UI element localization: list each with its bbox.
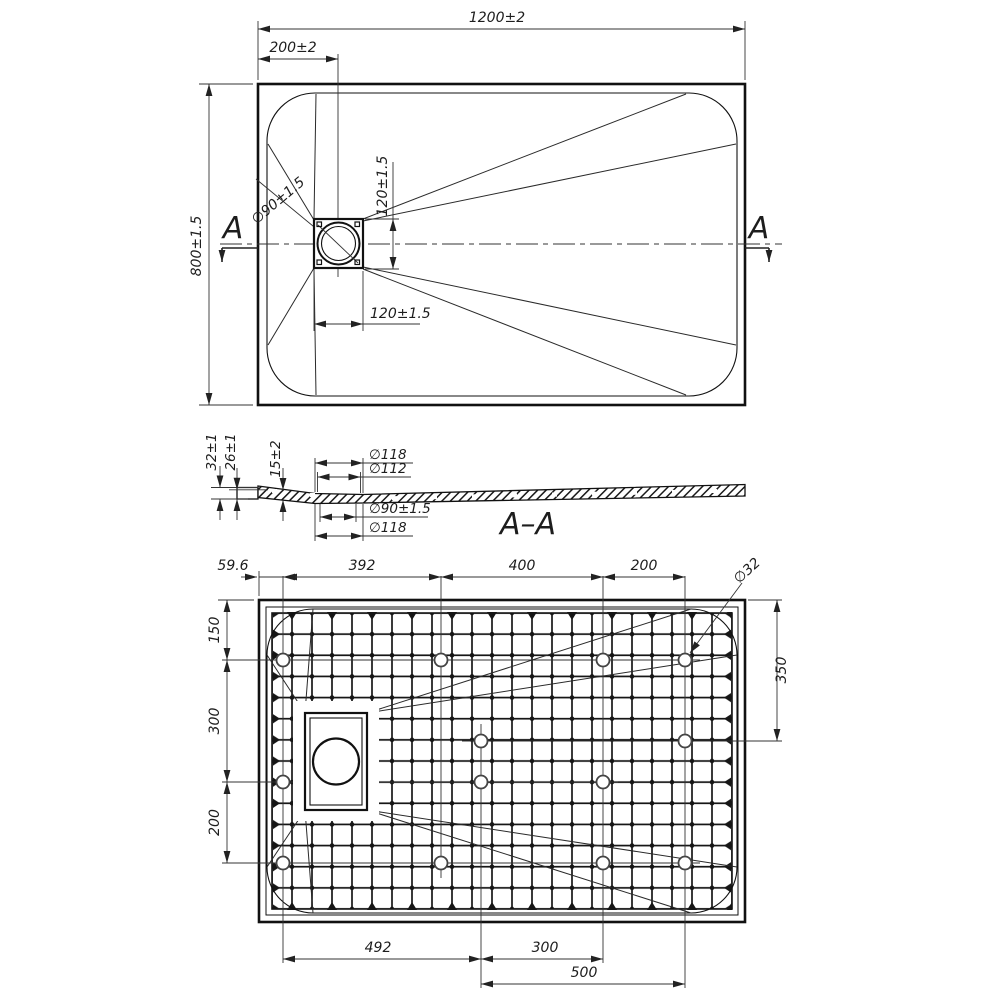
section-marker-left-label: A	[222, 211, 244, 246]
section-view-title: A–A	[499, 507, 557, 542]
dim-edge-thickness-label: 26±1	[223, 433, 239, 471]
section-view	[204, 433, 745, 542]
dim-side-2-label: 300	[207, 707, 223, 735]
foot-circle	[597, 654, 610, 667]
foot-circle	[277, 857, 290, 870]
foot-circle	[679, 654, 692, 667]
drain-top-view	[314, 219, 363, 268]
rib-ends-top	[272, 612, 732, 621]
dim-flange-top-inner-label: ∅112	[369, 461, 407, 477]
top-view	[189, 10, 782, 405]
foot-circle	[277, 654, 290, 667]
dim-rim-height-label: 32±1	[204, 433, 220, 471]
dim-flange-bottom-outer-label: ∅118	[369, 520, 407, 536]
dim-right-side-label: 350	[774, 656, 790, 684]
foot-circle	[435, 857, 448, 870]
dim-edge-to-first-foot-label: 59.6	[217, 558, 249, 574]
rib-ends-bottom	[272, 901, 732, 910]
dim-drain-square-vertical-label: 120±1.5	[375, 155, 391, 217]
section-marker-right-label: A	[748, 211, 770, 246]
dim-bottom-2-label: 300	[531, 940, 559, 956]
foot-circle	[475, 776, 488, 789]
section-cut-markers	[221, 211, 770, 262]
foot-circle	[277, 776, 290, 789]
section-body-hatched	[258, 485, 745, 504]
dim-foot-spacing-2-label: 400	[508, 558, 536, 574]
dim-bottom-1-label: 492	[364, 940, 392, 956]
dim-flange-top-outer-label: ∅118	[369, 447, 407, 463]
dim-bottom-3-label: 500	[570, 965, 598, 981]
dim-floor-thickness-label: 15±2	[268, 440, 284, 478]
dim-overall-width-label: 1200±2	[468, 10, 526, 26]
drain-bottom-view	[293, 701, 379, 821]
top-view-dimensions	[189, 10, 745, 405]
dim-foot-diameter-label: ∅32	[730, 555, 764, 588]
foot-circle	[679, 735, 692, 748]
dim-waste-hole-label: ∅90±1.5	[369, 501, 431, 517]
dim-foot-spacing-1-label: 392	[348, 558, 376, 574]
dim-drain-diameter-label: ∅90±1.5	[248, 174, 309, 228]
foot-circle	[597, 857, 610, 870]
foot-circle	[597, 776, 610, 789]
foot-circle	[475, 735, 488, 748]
dim-drain-square-horizontal-label: 120±1.5	[370, 306, 431, 322]
foot-circle	[679, 857, 692, 870]
dim-foot-spacing-3-label: 200	[630, 558, 658, 574]
dim-drain-offset-label: 200±2	[269, 40, 317, 56]
section-dimensions	[204, 433, 431, 541]
foot-circle	[435, 654, 448, 667]
dim-side-1-label: 150	[207, 616, 223, 644]
bottom-view	[207, 555, 790, 988]
section-rim-lip	[237, 488, 258, 500]
dim-side-3-label: 200	[207, 809, 223, 836]
dim-overall-depth-label: 800±1.5	[189, 215, 205, 277]
